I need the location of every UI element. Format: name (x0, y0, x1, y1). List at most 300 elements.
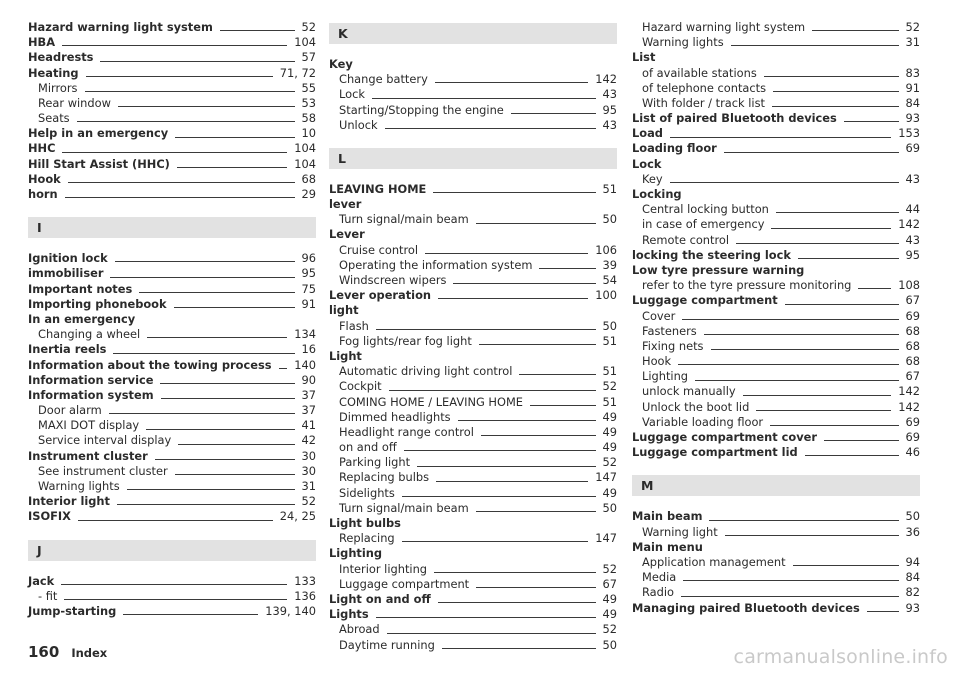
index-entry[interactable] (632, 509, 920, 524)
leader-line (511, 113, 596, 114)
index-subentry[interactable] (329, 379, 617, 394)
page-reference[interactable]: 43 (905, 232, 920, 247)
page-reference[interactable]: 69 (905, 414, 920, 429)
index-column-1 (28, 20, 316, 619)
entry-label: Key (329, 56, 353, 71)
index-entry[interactable] (632, 445, 920, 460)
page-reference[interactable]: 90 (301, 372, 316, 387)
page-reference[interactable]: 52 (301, 494, 316, 509)
entry-label: Jump-starting (28, 603, 117, 618)
entry-label: Unlock the boot lid (642, 399, 750, 414)
index-entry[interactable] (28, 282, 316, 297)
entry-label: locking the steering lock (632, 247, 791, 262)
leader-line (178, 444, 294, 445)
index-subentry[interactable] (28, 418, 316, 433)
leader-line (385, 128, 596, 129)
leader-line (279, 368, 288, 369)
index-subentry[interactable] (632, 66, 920, 81)
leader-line (453, 283, 595, 284)
index-subentry[interactable] (28, 327, 316, 342)
leader-line (68, 182, 295, 183)
index-entry[interactable] (28, 251, 316, 266)
leader-line (670, 182, 899, 183)
page-reference[interactable]: 108 (898, 278, 920, 293)
index-subentry[interactable] (632, 217, 920, 232)
index-subentry[interactable] (329, 395, 617, 410)
page-reference[interactable]: 57 (301, 50, 316, 65)
leader-line (476, 511, 596, 512)
index-subentry[interactable] (28, 479, 316, 494)
page-reference[interactable]: 54 (602, 273, 617, 288)
index-subentry[interactable] (28, 96, 316, 111)
entry-label: Changing a wheel (38, 327, 141, 342)
entry-label: Interior light (28, 494, 110, 509)
entry-label: Main menu (632, 539, 703, 554)
page-reference[interactable]: 52 (905, 19, 920, 34)
page-reference[interactable]: 104 (294, 141, 316, 156)
index-subentry[interactable] (329, 118, 617, 133)
page-reference[interactable]: 44 (905, 202, 920, 217)
page-reference[interactable]: 95 (301, 266, 316, 281)
page-reference[interactable]: 24, 25 (279, 509, 316, 524)
leader-line (805, 455, 899, 456)
index-subentry[interactable] (329, 243, 617, 258)
index-subentry[interactable] (329, 471, 617, 486)
index-subentry[interactable] (632, 35, 920, 50)
page-reference[interactable]: 134 (294, 327, 316, 342)
page-reference[interactable]: 31 (301, 479, 316, 494)
entry-label: Managing paired Bluetooth devices (632, 600, 860, 615)
page-reference[interactable]: 142 (898, 384, 920, 399)
index-subentry[interactable] (329, 486, 617, 501)
page-reference[interactable]: 67 (602, 576, 617, 591)
leader-line (724, 152, 899, 153)
page-reference[interactable]: 140 (294, 357, 316, 372)
index-subentry[interactable] (632, 324, 920, 339)
index-entry[interactable] (329, 607, 617, 622)
leader-line (113, 353, 294, 354)
leader-line (85, 91, 295, 92)
leader-line (709, 520, 898, 521)
page-reference[interactable]: 42 (301, 433, 316, 448)
leader-line (711, 349, 899, 350)
index-subentry[interactable] (632, 525, 920, 540)
page-reference[interactable]: 51 (602, 364, 617, 379)
entry-label: Unlock (339, 117, 378, 132)
entry-label: List of paired Bluetooth devices (632, 111, 837, 126)
page-reference[interactable]: 52 (602, 561, 617, 576)
index-entry[interactable] (632, 430, 920, 445)
index-entry[interactable] (329, 288, 617, 303)
page-reference[interactable]: 53 (301, 95, 316, 110)
index-entry (632, 540, 920, 555)
index-subentry[interactable] (632, 369, 920, 384)
leader-line (174, 307, 295, 308)
leader-line (695, 380, 898, 381)
page-reference[interactable]: 55 (301, 80, 316, 95)
index-column-3 (632, 20, 920, 616)
entry-label: List (632, 50, 656, 65)
leader-line (771, 228, 891, 229)
index-entry (632, 50, 920, 65)
page-reference[interactable]: 37 (301, 387, 316, 402)
index-entry[interactable] (28, 373, 316, 388)
entry-label: Media (642, 570, 677, 585)
index-subentry[interactable] (329, 103, 617, 118)
page-reference[interactable]: 43 (905, 171, 920, 186)
index-entry (329, 228, 617, 243)
index-entry[interactable] (28, 172, 316, 187)
page-reference[interactable]: 71, 72 (279, 65, 316, 80)
index-subentry[interactable] (329, 258, 617, 273)
leader-line (175, 474, 295, 475)
entry-label: Cruise control (339, 242, 419, 257)
page-reference[interactable]: 68 (905, 338, 920, 353)
leader-line (417, 466, 595, 467)
entry-label: Light (329, 348, 362, 363)
index-subentry[interactable] (329, 501, 617, 516)
leader-line (376, 617, 596, 618)
page-reference[interactable]: 82 (905, 585, 920, 600)
leader-line (64, 599, 287, 600)
entry-label: Light bulbs (329, 516, 401, 531)
page-reference[interactable]: 52 (602, 455, 617, 470)
entry-label: Loading floor (632, 141, 717, 156)
entry-label: Luggage compartment cover (632, 430, 818, 445)
page-reference[interactable]: 36 (905, 524, 920, 539)
page-reference[interactable]: 96 (301, 251, 316, 266)
index-entry[interactable] (28, 342, 316, 357)
index-entry[interactable] (632, 601, 920, 616)
leader-line (100, 61, 294, 62)
page-reference[interactable]: 100 (595, 288, 617, 303)
leader-line (402, 541, 589, 542)
page-reference[interactable]: 16 (301, 342, 316, 357)
index-entry[interactable] (28, 449, 316, 464)
index-subentry[interactable] (329, 410, 617, 425)
index-subentry[interactable] (632, 172, 920, 187)
page-reference[interactable]: 43 (602, 87, 617, 102)
leader-line (220, 30, 295, 31)
page-reference[interactable]: 10 (301, 126, 316, 141)
page-reference[interactable]: 83 (905, 65, 920, 80)
index-entry (28, 312, 316, 327)
index-entry[interactable] (28, 35, 316, 50)
entry-label: Starting/Stopping the engine (339, 102, 504, 117)
entry-label: COMING HOME / LEAVING HOME (339, 394, 523, 409)
page-reference[interactable]: 69 (905, 430, 920, 445)
entry-label: Seats (38, 111, 70, 126)
index-entry[interactable] (28, 66, 316, 81)
entry-label: Dimmed headlights (339, 409, 451, 424)
index-entry[interactable] (28, 126, 316, 141)
entry-label: Hazard warning light system (28, 19, 213, 34)
page-reference[interactable]: 142 (898, 399, 920, 414)
index-subentry[interactable] (28, 403, 316, 418)
entry-label: Mirrors (38, 80, 78, 95)
page-reference[interactable]: 43 (602, 117, 617, 132)
page-reference[interactable]: 50 (602, 500, 617, 515)
page-reference[interactable]: 51 (602, 394, 617, 409)
index-subentry[interactable] (329, 273, 617, 288)
leader-line (442, 648, 596, 649)
entry-label: Lever (329, 227, 365, 242)
index-subentry[interactable] (329, 562, 617, 577)
page-reference[interactable]: 51 (602, 333, 617, 348)
entry-label: Main beam (632, 509, 703, 524)
leader-line (773, 91, 898, 92)
index-subentry[interactable] (329, 531, 617, 546)
page-reference[interactable]: 49 (602, 409, 617, 424)
entry-label: of available stations (642, 65, 757, 80)
index-entry[interactable] (632, 126, 920, 141)
entry-label: Importing phonebook (28, 296, 167, 311)
index-entry[interactable] (632, 248, 920, 263)
leader-line (438, 298, 588, 299)
leader-line (481, 435, 596, 436)
index-subentry[interactable] (329, 577, 617, 592)
page-reference[interactable]: 52 (602, 622, 617, 637)
index-subentry[interactable] (632, 415, 920, 430)
index-subentry[interactable] (632, 570, 920, 585)
page-reference[interactable]: 30 (301, 463, 316, 478)
page-reference[interactable]: 39 (602, 257, 617, 272)
index-subentry[interactable] (632, 585, 920, 600)
entry-label: Warning light (642, 524, 718, 539)
leader-line (77, 121, 295, 122)
index-entry[interactable] (28, 494, 316, 509)
leader-line (433, 192, 595, 193)
page-reference[interactable]: 51 (602, 181, 617, 196)
index-subentry[interactable] (632, 81, 920, 96)
page-reference[interactable]: 68 (905, 354, 920, 369)
index-subentry[interactable] (632, 400, 920, 415)
leader-line (115, 261, 295, 262)
entry-label: Radio (642, 585, 675, 600)
entry-label: Automatic driving light control (339, 364, 513, 379)
page-reference[interactable]: 52 (602, 379, 617, 394)
entry-label: Hill Start Assist (HHC) (28, 156, 170, 171)
index-subentry[interactable] (632, 555, 920, 570)
index-entry[interactable] (632, 142, 920, 157)
entry-label: Windscreen wipers (339, 273, 447, 288)
page-reference[interactable]: 50 (602, 637, 617, 652)
index-subentry[interactable] (632, 354, 920, 369)
leader-line (434, 572, 595, 573)
index-subentry[interactable] (329, 319, 617, 334)
leader-line (670, 137, 891, 138)
leader-line (479, 344, 596, 345)
leader-line (402, 496, 596, 497)
entry-label: See instrument cluster (38, 463, 168, 478)
entry-label: Heating (28, 65, 79, 80)
index-entry (329, 349, 617, 364)
index-subentry[interactable] (329, 455, 617, 470)
page-reference[interactable]: 49 (602, 440, 617, 455)
index-subentry[interactable] (28, 81, 316, 96)
page-reference[interactable]: 142 (898, 217, 920, 232)
index-subentry[interactable] (329, 334, 617, 349)
page-reference[interactable]: 69 (905, 308, 920, 323)
index-subentry[interactable] (329, 364, 617, 379)
entry-label: Hook (28, 171, 61, 186)
page-reference[interactable]: 31 (905, 35, 920, 50)
page-number: 160 (28, 643, 60, 661)
page-reference[interactable]: 46 (905, 445, 920, 460)
entry-label: - fit (38, 588, 58, 603)
index-letter-heading: I (28, 217, 316, 238)
page-reference[interactable]: 91 (905, 80, 920, 95)
leader-line (704, 334, 899, 335)
entry-label: Fog lights/rear fog light (339, 333, 472, 348)
entry-label: Replacing bulbs (339, 470, 430, 485)
index-letter-heading: L (329, 148, 617, 169)
index-subentry[interactable] (329, 425, 617, 440)
index-entry[interactable] (329, 182, 617, 197)
index-subentry[interactable] (632, 278, 920, 293)
index-entry[interactable] (28, 297, 316, 312)
page-reference[interactable]: 147 (595, 531, 617, 546)
page-reference[interactable]: 84 (905, 95, 920, 110)
entry-label: LEAVING HOME (329, 181, 427, 196)
index-entry[interactable] (632, 111, 920, 126)
index-subentry[interactable] (329, 638, 617, 653)
index-entry[interactable] (28, 604, 316, 619)
page-reference[interactable]: 95 (905, 247, 920, 262)
page-reference[interactable]: 67 (905, 369, 920, 384)
page-reference[interactable]: 52 (301, 19, 316, 34)
entry-label: Headlight range control (339, 424, 474, 439)
entry-label: Service interval display (38, 433, 172, 448)
index-subentry[interactable] (632, 96, 920, 111)
index-subentry[interactable] (632, 385, 920, 400)
index-subentry[interactable] (632, 20, 920, 35)
index-entry[interactable] (28, 50, 316, 65)
page-reference[interactable]: 50 (905, 509, 920, 524)
entry-label: refer to the tyre pressure monitoring (642, 278, 852, 293)
index-subentry[interactable] (632, 233, 920, 248)
leader-line (681, 596, 898, 597)
leader-line (118, 106, 295, 107)
page-reference[interactable]: 104 (294, 35, 316, 50)
index-entry[interactable] (28, 142, 316, 157)
page-reference[interactable]: 69 (905, 141, 920, 156)
index-subentry[interactable] (329, 622, 617, 637)
index-subentry[interactable] (329, 440, 617, 455)
index-subentry[interactable] (329, 212, 617, 227)
page-reference[interactable]: 50 (602, 212, 617, 227)
page-reference[interactable]: 139, 140 (265, 603, 316, 618)
page-reference[interactable]: 67 (905, 293, 920, 308)
index-entry[interactable] (329, 592, 617, 607)
page-reference[interactable]: 142 (595, 72, 617, 87)
index-subentry[interactable] (632, 309, 920, 324)
leader-line (743, 395, 892, 396)
leader-line (824, 440, 898, 441)
index-subentry[interactable] (28, 464, 316, 479)
index-entry[interactable] (28, 388, 316, 403)
index-subentry[interactable] (632, 339, 920, 354)
page-reference[interactable]: 68 (905, 323, 920, 338)
page-reference[interactable]: 49 (602, 607, 617, 622)
page-reference[interactable]: 29 (301, 187, 316, 202)
index-letter-heading: J (28, 540, 316, 561)
index-entry[interactable] (28, 266, 316, 281)
index-entry[interactable] (28, 187, 316, 202)
page-reference[interactable]: 91 (301, 296, 316, 311)
page-reference[interactable]: 136 (294, 588, 316, 603)
page-reference[interactable]: 49 (602, 485, 617, 500)
entry-label: Variable loading floor (642, 414, 764, 429)
index-entry[interactable] (28, 358, 316, 373)
leader-line (155, 459, 295, 460)
page-reference[interactable]: 49 (602, 424, 617, 439)
page-reference[interactable]: 95 (602, 102, 617, 117)
page-reference[interactable]: 68 (301, 171, 316, 186)
entry-label: unlock manually (642, 384, 736, 399)
page-reference[interactable]: 30 (301, 448, 316, 463)
page-reference[interactable]: 104 (294, 156, 316, 171)
entry-label: Information about the towing process (28, 357, 272, 372)
entry-label: Lighting (642, 369, 689, 384)
page-reference[interactable]: 133 (294, 573, 316, 588)
index-subentry[interactable] (28, 111, 316, 126)
page-reference[interactable]: 106 (595, 242, 617, 257)
index-subentry[interactable] (632, 202, 920, 217)
entry-label: Ignition lock (28, 251, 108, 266)
index-subentry[interactable] (28, 589, 316, 604)
index-entry[interactable] (28, 509, 316, 524)
page-reference[interactable]: 50 (602, 318, 617, 333)
page-reference[interactable]: 93 (905, 111, 920, 126)
page-reference[interactable]: 147 (595, 470, 617, 485)
entry-label: Lever operation (329, 288, 432, 303)
entry-label: MAXI DOT display (38, 418, 140, 433)
index-entry (632, 157, 920, 172)
index-entry[interactable] (28, 157, 316, 172)
leader-line (160, 383, 294, 384)
entry-label: Fasteners (642, 323, 697, 338)
index-entry (632, 187, 920, 202)
leader-line (736, 243, 898, 244)
index-entry[interactable] (28, 20, 316, 35)
leader-line (78, 520, 273, 521)
index-subentry[interactable] (329, 87, 617, 102)
page-reference[interactable]: 37 (301, 403, 316, 418)
index-entry[interactable] (28, 574, 316, 589)
page-reference[interactable]: 153 (898, 126, 920, 141)
entry-label: Central locking button (642, 202, 769, 217)
index-subentry[interactable] (329, 72, 617, 87)
index-entry (329, 303, 617, 318)
entry-label: Abroad (339, 622, 380, 637)
entry-label: Daytime running (339, 637, 435, 652)
page-reference[interactable]: 41 (301, 418, 316, 433)
leader-line (161, 398, 295, 399)
page-reference[interactable]: 58 (301, 111, 316, 126)
index-subentry[interactable] (28, 434, 316, 449)
index-entry (329, 516, 617, 531)
page-reference[interactable]: 75 (301, 281, 316, 296)
index-entry[interactable] (632, 293, 920, 308)
entry-label: Hook (642, 354, 672, 369)
page-reference[interactable]: 84 (905, 570, 920, 585)
page-reference[interactable]: 49 (602, 591, 617, 606)
leader-line (62, 152, 287, 153)
leader-line (772, 106, 899, 107)
page-reference[interactable]: 93 (905, 600, 920, 615)
page-reference[interactable]: 94 (905, 554, 920, 569)
